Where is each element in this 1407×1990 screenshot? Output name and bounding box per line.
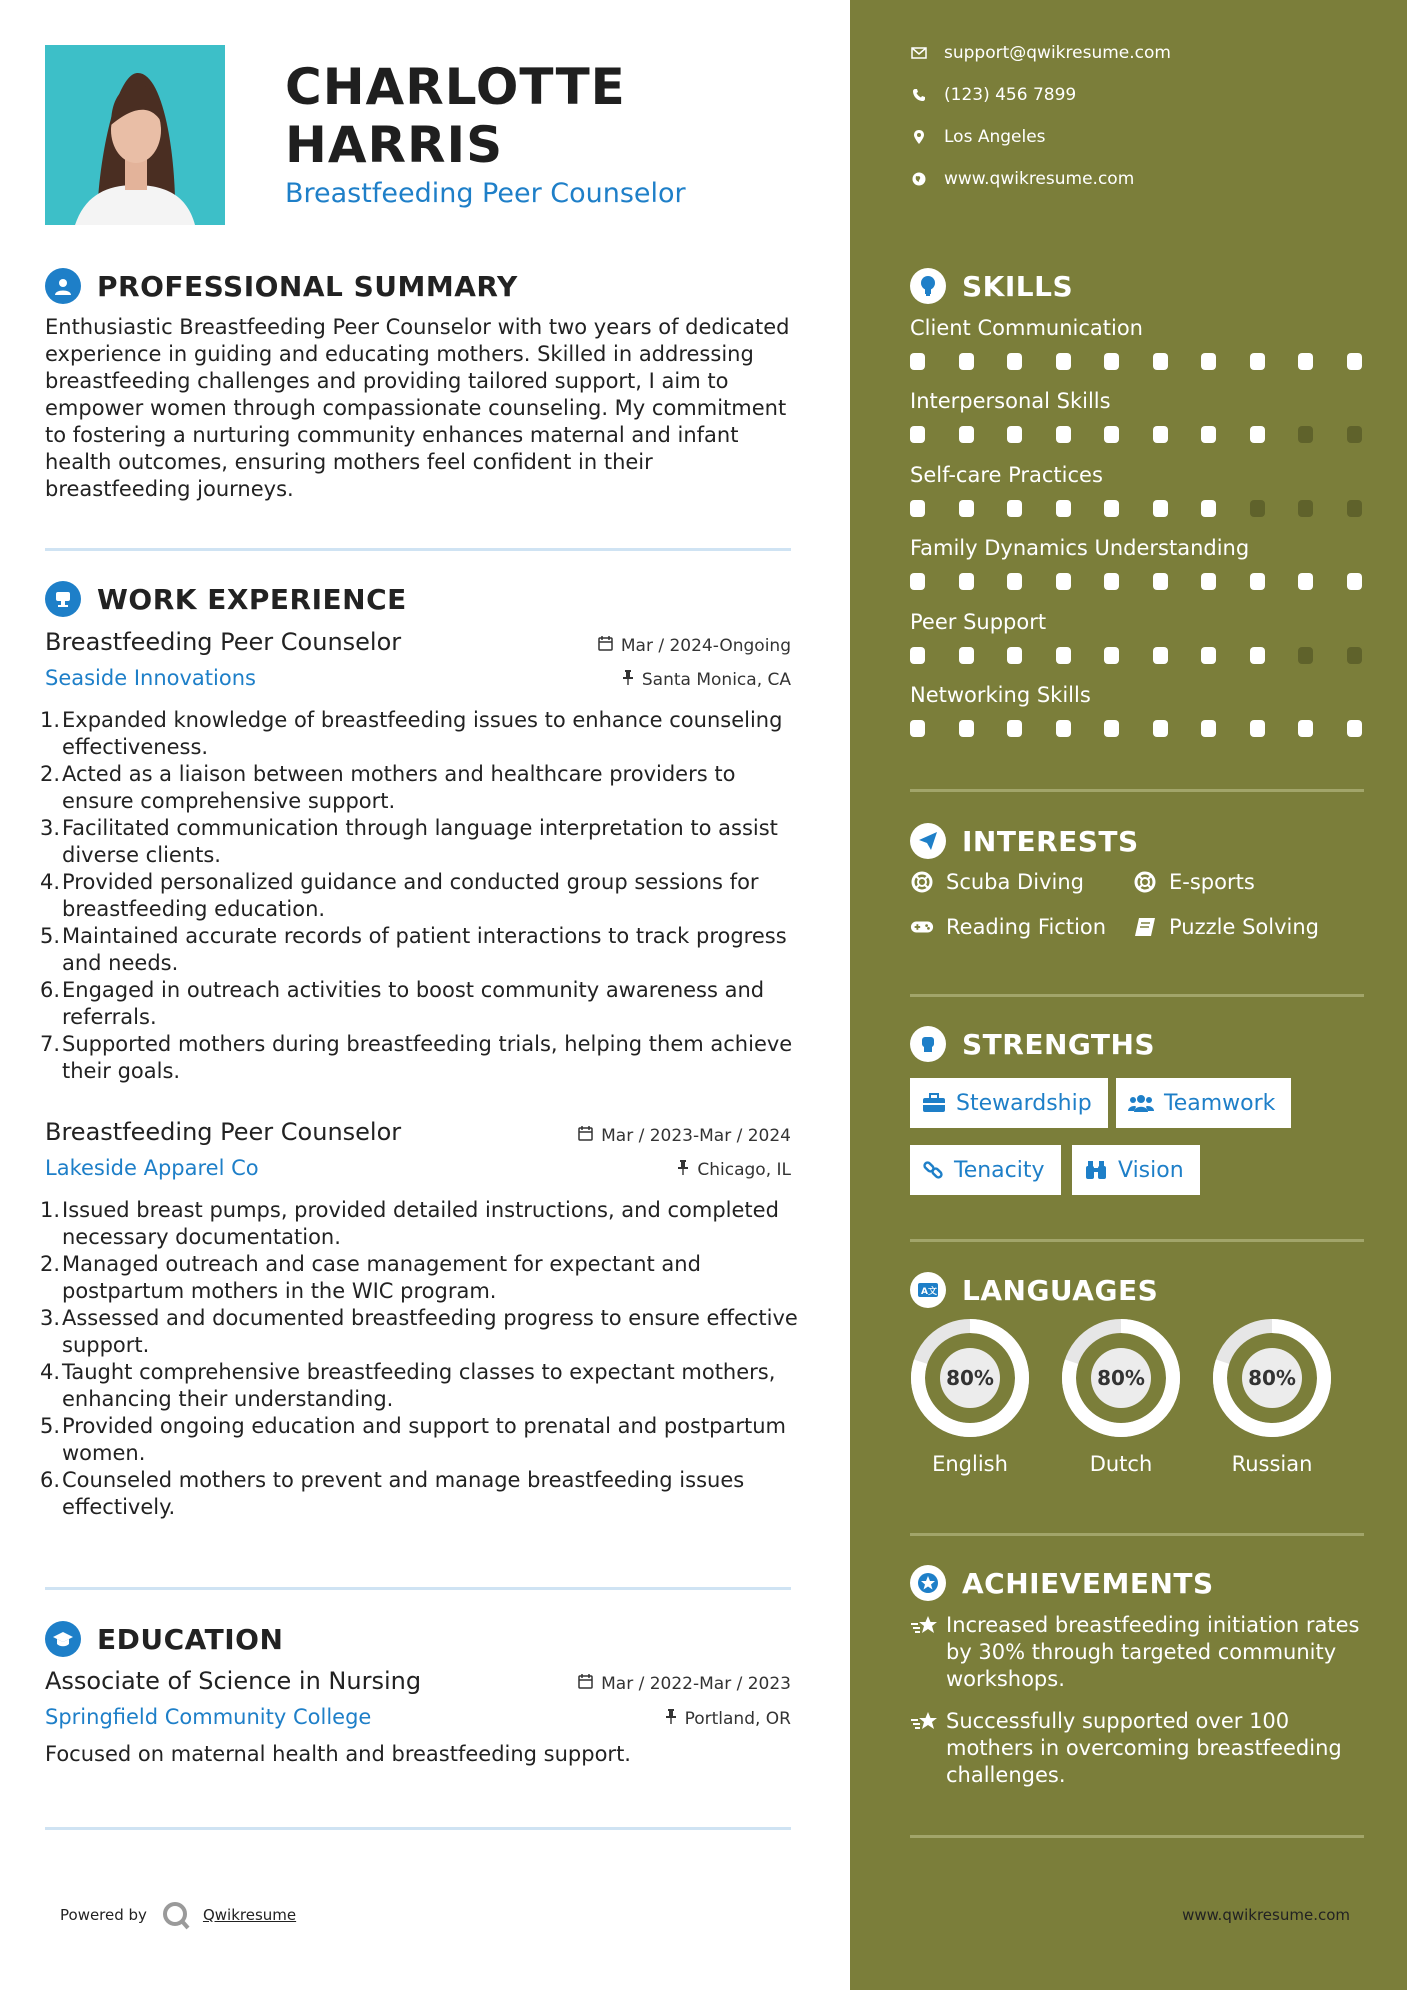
strength-badge <box>1072 1145 1200 1195</box>
skill-dot-filled <box>1153 353 1168 370</box>
skill-dot-filled <box>910 353 925 370</box>
list-item: 4. Provided personalized guidance and conducted group sessions for breastfeeding education. <box>40 870 759 921</box>
interest-item <box>910 915 1106 939</box>
skill-rating <box>910 647 1395 664</box>
interest-label: Scuba Diving <box>946 870 1084 894</box>
skill-dot-filled <box>1347 573 1362 590</box>
summary-section-header <box>45 268 518 304</box>
skill-dot-empty <box>1347 426 1362 443</box>
skill-rating <box>910 573 1395 590</box>
skill-dot-filled <box>1104 720 1119 737</box>
skill-dot-filled <box>959 426 974 443</box>
strength-badge <box>1116 1078 1291 1128</box>
gauge-percent-label: 80% <box>1248 1366 1296 1390</box>
job-bullets <box>40 707 800 1085</box>
skill-rating <box>910 500 1395 517</box>
job-title: Breastfeeding Peer Counselor <box>45 628 402 656</box>
skill-dot-filled <box>1250 647 1265 664</box>
skill-rating <box>910 720 1395 737</box>
skill-dot-filled <box>1104 647 1119 664</box>
achievement-text: Successfully supported over 100 mothers in overcoming breastfeeding challenges. <box>946 1709 1342 1787</box>
list-item: 6. Engaged in outreach activities to boost community awareness and referrals. <box>40 978 765 1029</box>
strength-label: Stewardship <box>956 1090 1092 1116</box>
skill-dot-filled <box>1298 573 1313 590</box>
list-item: 7. Supported mothers during breastfeeding trials, helping them achieve their goals. <box>40 1032 793 1083</box>
sidebar <box>850 0 1407 1990</box>
skill-dot-filled <box>1007 647 1022 664</box>
sidebar-divider <box>910 1835 1364 1838</box>
skill-dot-filled <box>1153 500 1168 517</box>
sidebar-divider <box>910 1239 1364 1242</box>
achievements-section-header <box>910 1565 1214 1601</box>
education-heading: EDUCATION <box>97 1622 284 1656</box>
skill-dot-filled <box>910 720 925 737</box>
job-company: Seaside Innovations <box>45 666 256 690</box>
strength-badge <box>910 1145 1061 1195</box>
job-location <box>622 670 791 690</box>
list-item: 3. Assessed and documented breastfeeding progress to ensure effective support. <box>40 1306 798 1357</box>
list-item: 1. Issued breast pumps, provided detailed instructions, and completed necessary documentation. <box>40 1198 779 1249</box>
interest-item <box>1133 915 1319 939</box>
skill-dot-empty <box>1298 647 1313 664</box>
job-company: Lakeside Apparel Co <box>45 1156 259 1180</box>
skills-heading: SKILLS <box>962 269 1074 303</box>
skill-rating <box>910 426 1395 443</box>
contact-phone <box>910 85 1076 105</box>
list-item: 1. Expanded knowledge of breastfeeding issues to enhance counseling effectiveness. <box>40 708 783 759</box>
email-text: support@qwikresume.com <box>944 43 1171 63</box>
shooting-star-icon <box>910 1612 946 1693</box>
strength-label: Teamwork <box>1164 1090 1276 1116</box>
skill-dot-empty <box>1347 500 1362 517</box>
pin-icon <box>665 1709 677 1729</box>
skill-dot-filled <box>1056 426 1071 443</box>
briefcase-icon <box>45 581 81 617</box>
skill-dot-filled <box>1201 426 1216 443</box>
education-date-text: Mar / 2022-Mar / 2023 <box>601 1674 791 1694</box>
skill-dot-filled <box>910 426 925 443</box>
skill-dot-empty <box>1347 647 1362 664</box>
language-icon <box>910 1272 946 1308</box>
skill-dot-filled <box>910 500 925 517</box>
job-date-text: Mar / 2024-Ongoing <box>620 636 791 656</box>
profile-photo <box>45 45 225 225</box>
link-icon <box>922 1159 944 1181</box>
list-item: 2. Managed outreach and case management for expectant and postpartum mothers in the WIC program. <box>40 1252 701 1303</box>
skill-dot-filled <box>1153 647 1168 664</box>
candidate-title: Breastfeeding Peer Counselor <box>285 178 686 209</box>
skill-dot-filled <box>959 573 974 590</box>
strengths-heading: STRENGTHS <box>962 1027 1156 1061</box>
gamepad-icon <box>910 919 934 935</box>
skill-dot-filled <box>1250 353 1265 370</box>
section-divider <box>45 1827 791 1830</box>
phone-text: (123) 456 7899 <box>944 85 1077 105</box>
pin-icon <box>677 1160 689 1180</box>
skill-dot-empty <box>1250 500 1265 517</box>
job-date <box>578 1126 791 1146</box>
name-line-2: HARRIS <box>285 116 504 174</box>
star-badge-icon <box>910 1565 946 1601</box>
map-pin-icon <box>910 130 928 144</box>
calendar-icon <box>578 1126 593 1146</box>
summary-text: Enthusiastic Breastfeeding Peer Counselor with two years of dedicated experience in guiding and educating mothers. Skilled in addressing breastfeeding challenges and providing tailored support, I aim to empower women through compassionate counseling. My commitment to fostering a nurturing community enhances maternal and infant health outcomes, ensuring mothers feel confident in their breastfeeding journeys. <box>45 315 790 501</box>
interests-section-header <box>910 823 1139 859</box>
skill-dot-filled <box>1007 573 1022 590</box>
contact-email[interactable] <box>910 43 1171 63</box>
footer-powered-by <box>60 1900 296 1930</box>
skill-dot-filled <box>1104 426 1119 443</box>
skill-dot-filled <box>1250 426 1265 443</box>
paper-plane-icon <box>910 823 946 859</box>
interest-item <box>910 870 1084 894</box>
user-icon <box>45 268 81 304</box>
language-gauge <box>909 1317 1031 1443</box>
interest-label: Reading Fiction <box>946 915 1107 939</box>
skill-dot-filled <box>1250 720 1265 737</box>
skill-dot-filled <box>1347 353 1362 370</box>
gauge-percent-label: 80% <box>1097 1366 1145 1390</box>
language-name: Dutch <box>1089 1452 1153 1476</box>
skill-dot-filled <box>1056 573 1071 590</box>
education-location-text: Portland, OR <box>684 1709 791 1729</box>
job-bullets <box>40 1197 800 1521</box>
contact-website[interactable] <box>910 169 1134 189</box>
interest-item <box>1133 870 1255 894</box>
skill-dot-filled <box>1056 353 1071 370</box>
skill-dot-filled <box>1007 500 1022 517</box>
skill-dot-filled <box>1347 720 1362 737</box>
skill-dot-empty <box>1298 500 1313 517</box>
skill-dot-filled <box>910 647 925 664</box>
interest-label: Puzzle Solving <box>1169 915 1319 939</box>
skill-dot-filled <box>1250 573 1265 590</box>
name-line-1: CHARLOTTE <box>285 58 626 116</box>
job-title: Breastfeeding Peer Counselor <box>45 1118 402 1146</box>
skill-name: Interpersonal Skills <box>910 389 1111 413</box>
language-gauge <box>1211 1317 1333 1443</box>
skill-dot-empty <box>1298 426 1313 443</box>
sidebar-divider <box>910 994 1364 997</box>
list-item: 5. Provided ongoing education and support to prenatal and postpartum women. <box>40 1414 787 1465</box>
strength-label: Tenacity <box>954 1157 1045 1183</box>
graduation-cap-icon <box>45 1621 81 1657</box>
gauge-percent-label: 80% <box>946 1366 994 1390</box>
powered-by-label: Powered by <box>60 1906 147 1924</box>
skill-dot-filled <box>959 647 974 664</box>
fist-icon <box>910 1026 946 1062</box>
education-location <box>665 1709 791 1729</box>
skill-name: Self-care Practices <box>910 463 1103 487</box>
skills-section-header <box>910 268 1073 304</box>
summary-heading: PROFESSIONAL SUMMARY <box>97 269 518 303</box>
lifebuoy-icon <box>910 871 934 893</box>
skill-dot-filled <box>959 720 974 737</box>
users-icon <box>1128 1093 1154 1113</box>
skill-dot-filled <box>1056 720 1071 737</box>
list-item: 4. Taught comprehensive breastfeeding classes to expectant mothers, enhancing their understanding. <box>40 1360 776 1411</box>
calendar-icon <box>578 1674 593 1694</box>
location-text: Los Angeles <box>944 127 1046 147</box>
achievement-text: Increased breastfeeding initiation rates by 30% through targeted community workshops. <box>946 1613 1360 1691</box>
contact-location <box>910 127 1046 147</box>
list-item: 3. Facilitated communication through language interpretation to assist diverse clients. <box>40 816 778 867</box>
skill-dot-filled <box>1056 647 1071 664</box>
skill-dot-filled <box>1007 720 1022 737</box>
list-item: 5. Maintained accurate records of patient interactions to track progress and needs. <box>40 924 787 975</box>
skill-dot-filled <box>1201 720 1216 737</box>
skill-dot-filled <box>1201 647 1216 664</box>
footer-site-link[interactable]: www.qwikresume.com <box>1182 1906 1350 1924</box>
skill-dot-filled <box>1104 573 1119 590</box>
list-item: 2. Acted as a liaison between mothers and healthcare providers to ensure comprehensive support. <box>40 762 736 813</box>
candidate-name <box>285 58 626 174</box>
skill-dot-filled <box>959 500 974 517</box>
skill-dot-filled <box>1153 426 1168 443</box>
job-location <box>677 1160 791 1180</box>
skill-dot-filled <box>1201 500 1216 517</box>
school-name: Springfield Community College <box>45 1705 372 1729</box>
skill-dot-filled <box>1056 500 1071 517</box>
skill-name: Networking Skills <box>910 683 1091 707</box>
skill-dot-filled <box>1007 353 1022 370</box>
education-section-header <box>45 1621 283 1657</box>
language-name: English <box>932 1452 1008 1476</box>
skill-dot-filled <box>1201 353 1216 370</box>
lightbulb-icon <box>910 268 946 304</box>
achievements-heading: ACHIEVEMENTS <box>962 1566 1214 1600</box>
globe-icon <box>910 172 928 186</box>
skill-name: Peer Support <box>910 610 1047 634</box>
job-location-text: Santa Monica, CA <box>641 670 791 690</box>
languages-heading: LANGUAGES <box>962 1273 1159 1307</box>
lifebuoy-icon <box>1133 871 1157 893</box>
education-date <box>578 1674 791 1694</box>
binoculars-icon <box>1084 1160 1108 1180</box>
degree-title: Associate of Science in Nursing <box>45 1667 422 1695</box>
skill-dot-filled <box>1298 720 1313 737</box>
pin-icon <box>622 670 634 690</box>
strength-badge <box>910 1078 1108 1128</box>
experience-heading: WORK EXPERIENCE <box>97 582 407 616</box>
svg-text:A文: A文 <box>921 1287 937 1297</box>
interests-heading: INTERESTS <box>962 824 1139 858</box>
interest-label: E-sports <box>1169 870 1255 894</box>
shooting-star-icon <box>910 1708 946 1789</box>
skill-dot-filled <box>910 573 925 590</box>
calendar-icon <box>598 636 613 656</box>
briefcase-icon <box>922 1093 946 1113</box>
sidebar-divider <box>910 1533 1364 1536</box>
skill-dot-filled <box>1007 426 1022 443</box>
book-icon <box>1133 917 1157 937</box>
language-gauge <box>1060 1317 1182 1443</box>
qwikresume-logo-icon <box>161 1900 191 1930</box>
education-description: Focused on maternal health and breastfeeding support. <box>45 1742 631 1766</box>
skill-name: Family Dynamics Understanding <box>910 536 1250 560</box>
skill-dot-filled <box>1298 353 1313 370</box>
experience-section-header <box>45 581 407 617</box>
strength-label: Vision <box>1118 1157 1184 1183</box>
skill-dot-filled <box>959 353 974 370</box>
skill-dot-filled <box>1104 500 1119 517</box>
skill-dot-filled <box>1153 720 1168 737</box>
job-date-text: Mar / 2023-Mar / 2024 <box>601 1126 791 1146</box>
job-location-text: Chicago, IL <box>697 1160 791 1180</box>
job-date <box>598 636 791 656</box>
skill-dot-filled <box>1153 573 1168 590</box>
achievement-item <box>910 1708 1370 1789</box>
section-divider <box>45 1587 791 1590</box>
skill-name: Client Communication <box>910 316 1143 340</box>
achievement-item <box>910 1612 1370 1693</box>
list-item: 6. Counseled mothers to prevent and manage breastfeeding issues effectively. <box>40 1468 745 1519</box>
sidebar-divider <box>910 789 1364 792</box>
phone-icon <box>910 88 928 102</box>
website-text: www.qwikresume.com <box>944 169 1135 189</box>
qwikresume-link[interactable]: Qwikresume <box>202 1906 297 1924</box>
skill-dot-filled <box>1201 573 1216 590</box>
skill-rating <box>910 353 1395 370</box>
section-divider <box>45 548 791 551</box>
strengths-section-header <box>910 1026 1155 1062</box>
language-name: Russian <box>1231 1452 1313 1476</box>
languages-section-header <box>910 1272 1158 1308</box>
envelope-icon <box>910 47 928 59</box>
skill-dot-filled <box>1104 353 1119 370</box>
